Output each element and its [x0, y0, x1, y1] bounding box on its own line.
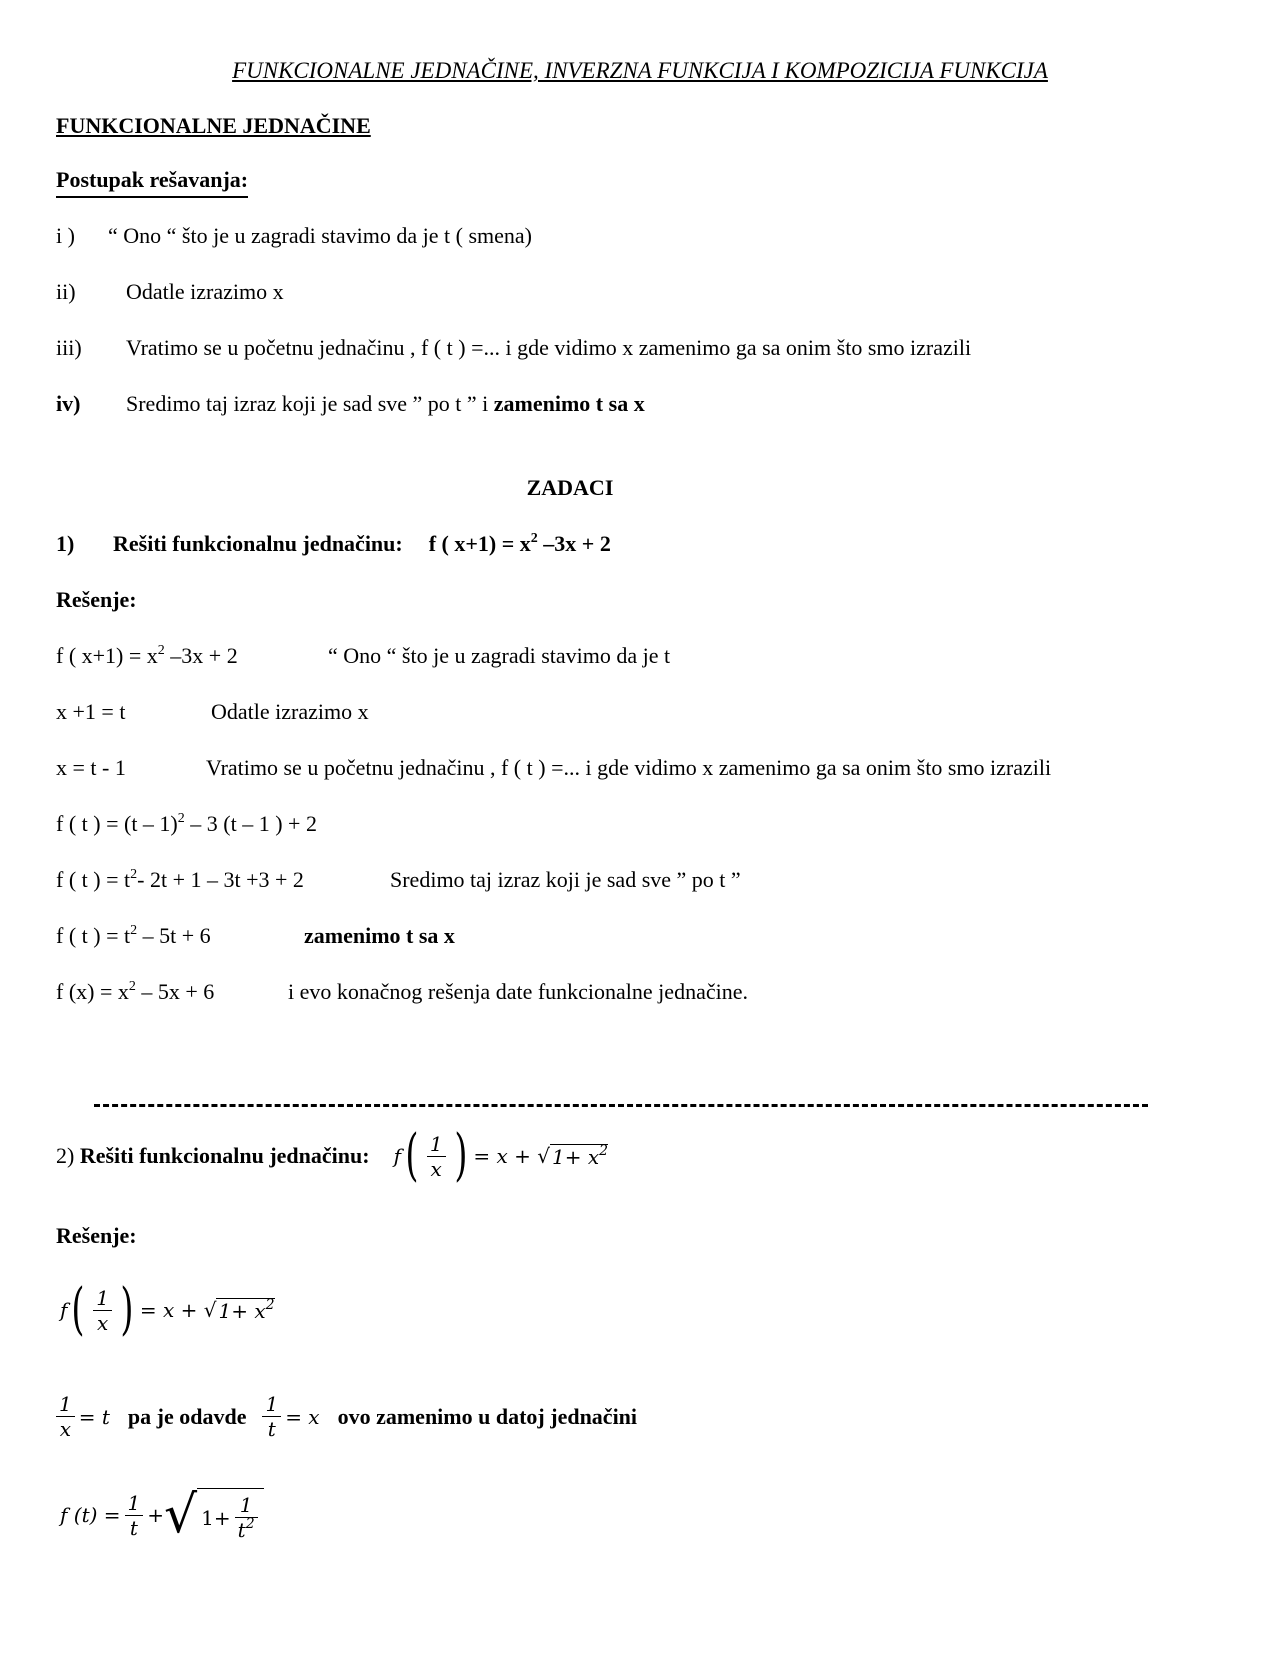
separator-line	[94, 1104, 1148, 1107]
row-comment: zamenimo t sa x	[304, 923, 455, 948]
step-number: iv)	[56, 391, 81, 416]
task2-equation-repeat: f ( $\frac{1}{x}$ ) = x + √ $1+ x^2$	[60, 1277, 275, 1342]
step-number: iii)	[56, 335, 82, 360]
task-label: Rešiti funkcionalnu jednačinu:	[79, 1143, 370, 1168]
task1-row-6	[56, 922, 455, 950]
task2-solution-heading: Rešenje:	[56, 1223, 137, 1248]
task1-row-2	[56, 698, 369, 726]
row-comment: “ Ono “ što je u zagradi stavimo da je t	[328, 643, 671, 668]
procedure-heading: Postupak rešavanja:	[56, 166, 248, 198]
task1-row-4	[56, 810, 317, 838]
step-text: Vratimo se u početnu jednačinu , f ( t ) =... i gde vidimo x zamenimo ga sa onim što smo izrazili	[126, 335, 972, 360]
task-equation: f ( $x+1) = x^2$ –3x + 2	[428, 531, 611, 556]
task-label: Rešiti funkcionalnu jednačinu:	[113, 531, 403, 556]
row-comment: i evo konačnog rešenja date funkcionalne jednačine.	[288, 979, 748, 1004]
task2-result: f (t) = $\frac{1}{t}$ + √ 1+ $\frac{1}{t^2}$	[60, 1488, 264, 1542]
row-comment: Odatle izrazimo x	[211, 699, 369, 724]
row-equation: x +1 = t	[56, 699, 126, 724]
row-equation: f ( t ) = $t^2 - 5t + 6$	[56, 923, 211, 948]
fraction-1-over-x: $\frac{1}{x}$	[56, 1392, 75, 1441]
section-heading: FUNKCIONALNE JEDNAČINE	[56, 113, 371, 138]
equals-x: = x	[285, 1404, 320, 1429]
row-equation: x = t - 1	[56, 755, 126, 780]
step-number: ii)	[56, 279, 76, 304]
row-equation: f ( t ) = $t^2-$ 2t + 1 – 3t +3 + 2	[56, 867, 304, 892]
row-equation: f ( t ) = (t – 1)$^2$ – 3 (t – 1 ) + 2	[56, 811, 317, 836]
step-number: i )	[56, 223, 75, 248]
substitution-text-1: pa je odavde	[127, 1403, 247, 1429]
task1-statement	[56, 530, 611, 558]
task1-solution-heading: Rešenje:	[56, 587, 137, 612]
row-equation: f ( $x+1) = x^2$ –3x + 2	[56, 643, 238, 668]
substitution-text-2: ovo zamenimo u datoj jednačini	[337, 1403, 638, 1429]
task2-equation: f ( $\frac{1}{x}$ ) = x + √ $1+ x^2$	[393, 1123, 609, 1188]
step-text: “ Ono “ što je u zagradi stavimo da je t ( smena)	[108, 223, 532, 248]
procedure-step-3	[56, 334, 971, 362]
task1-row-7	[56, 978, 748, 1006]
task2-statement	[56, 1123, 609, 1188]
document-title: FUNKCIONALNE JEDNAČINE, INVERZNA FUNKCIJA I KOMPOZICIJA FUNKCIJA	[232, 58, 1048, 83]
row-equation: f $(x) = x^2 - 5x + 6$	[56, 979, 215, 1004]
fraction-1-over-t: $\frac{1}{t}$	[262, 1392, 281, 1441]
task1-row-3	[56, 754, 1051, 782]
equals-t: = t	[78, 1404, 110, 1429]
task-number: 1)	[56, 531, 75, 556]
procedure-step-1	[56, 222, 532, 250]
task2-substitution	[56, 1392, 637, 1441]
row-comment: Vratimo se u početnu jednačinu , f ( t ) =... i gde vidimo x zamenimo ga sa onim što smo izrazili	[206, 755, 1052, 780]
procedure-step-4	[56, 390, 645, 418]
step-text: Sredimo taj izraz koji je sad sve ” po t ” i	[126, 391, 494, 416]
step-text: Odatle izrazimo x	[126, 279, 284, 304]
step-bold-text: zamenimo t sa x	[493, 391, 645, 416]
task1-row-5	[56, 866, 741, 894]
task1-row-1	[56, 642, 670, 670]
tasks-heading: ZADACI	[526, 475, 614, 500]
row-comment: Sredimo taj izraz koji je sad sve ” po t ”	[390, 867, 741, 892]
procedure-step-2	[56, 278, 284, 306]
task-number: 2)	[56, 1143, 75, 1168]
